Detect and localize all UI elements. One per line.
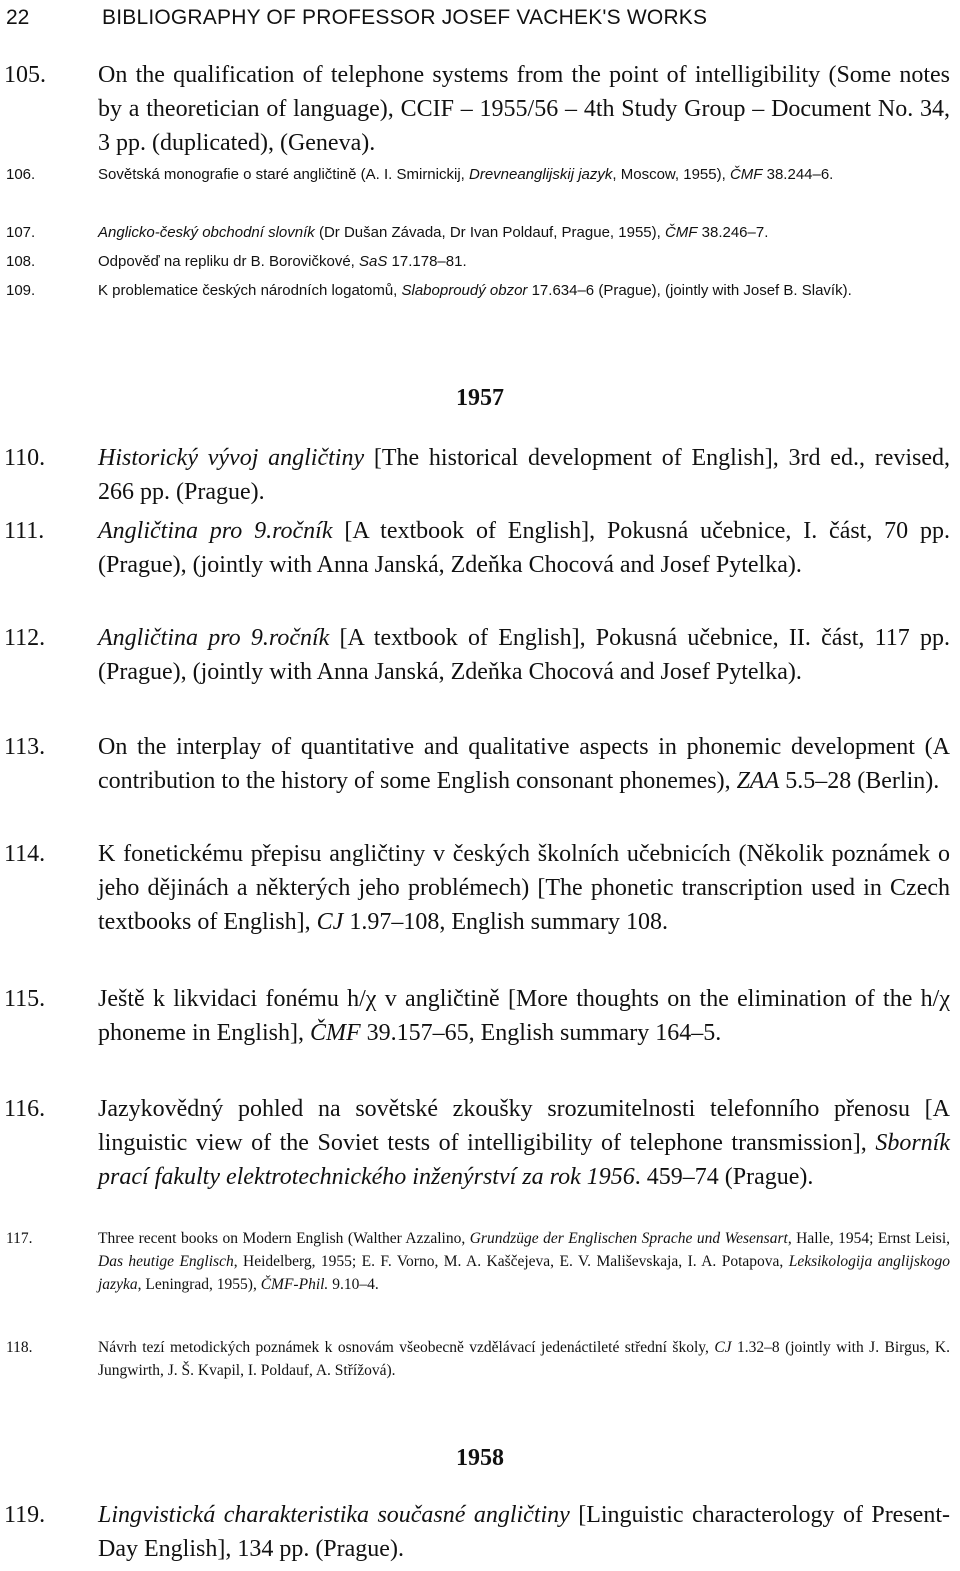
entry-text: Anglicko-český obchodní slovník (Dr Dušan Závada, Dr Ivan Poldauf, Prague, 1955), ČMF 38.246–7. [98, 224, 769, 241]
entry-number: 118. [6, 1339, 33, 1356]
entry-text: On the interplay of quantitative and qualitative aspects in phonemic development (A contribution to the history of some English consonant phonemes), ZAA 5.5–28 (Berlin). [98, 734, 950, 794]
entry-number: 114. [4, 841, 46, 867]
entry-text: Three recent books on Modern English (Walther Azzalino, Grundzüge der Englischen Sprache und Wesensart, Halle, 1954; Ernst Leisi, Das heutige Englisch, Heidelberg, 1955; E. F. Vorno, M. A. Kaščejeva, E. V. Mališevskaja, I. A. Potapova, Leksikologija anglijskogo jazyka, Leningrad, 1955), ČMF-Phil. 9.10–4. [98, 1230, 951, 1293]
entry-number: 106. [6, 166, 36, 183]
entry-number: 105. [4, 62, 46, 88]
running-head: BIBLIOGRAPHY OF PROFESSOR JOSEF VACHEK'S WORKS [102, 6, 708, 29]
entry-number: 111. [4, 518, 45, 544]
entry-number: 108. [6, 253, 36, 270]
entry-text: Návrh tezí metodických poznámek k osnovám všeobecně vzdělávací jedenáctileté střední školy, CJ 1.32–8 (jointly with J. Birgus, K. Jungwirth, J. Š. Kvapil, I. Poldauf, A. Střížová). [98, 1339, 950, 1379]
entry-text: Historický vývoj angličtiny [The historical development of English], 3rd ed., revised, 266 pp. (Prague). [98, 445, 950, 505]
entry-text: K fonetickému přepisu angličtiny v českých školních učebnicích (Několik poznámek o jeho dějinách a některých jeho problémech) [The phonetic transcription used in Czech textbooks of English], CJ 1.97–108, English summary 108. [98, 841, 950, 935]
entry-text: Lingvistická charakteristika současné angličtiny [Linguistic characterology of Present-Day English], 134 pp. (Prague). [98, 1502, 950, 1562]
entry-number: 119. [4, 1502, 46, 1528]
year-heading-1958: 1958 [456, 1445, 504, 1471]
entry-number: 117. [6, 1230, 33, 1247]
entry-text: Angličtina pro 9.ročník [A textbook of English], Pokusná učebnice, I. část, 70 pp. (Prague), (jointly with Anna Janská, Zdeňka Chocová and Josef Pytelka). [98, 518, 951, 578]
entry-text: Ještě k likvidaci fonému h/χ v angličtině [More thoughts on the elimination of the h/χ phoneme in English], ČMF 39.157–65, English summary 164–5. [98, 986, 950, 1046]
entry-number: 112. [4, 625, 46, 651]
entry-text: Sovětská monografie o staré angličtině (A. I. Smirnickij, Drevneanglijskij jazyk, Moscow, 1955), ČMF 38.244–6. [98, 166, 834, 183]
entry-number: 110. [4, 445, 46, 471]
entry-text: Jazykovědný pohled na sovětské zkoušky srozumitelnosti telefonního přenosu [A linguistic view of the Soviet tests of intelligibility of telephone transmission], Sborník prací fakulty elektrotechnického inženýrství za rok 1956. 459–74 (Prague). [98, 1096, 950, 1190]
entry-number: 116. [4, 1096, 46, 1122]
entry-text: Odpověď na repliku dr B. Borovičkové, SaS 17.178–81. [98, 253, 467, 270]
entry-text: K problematice českých národních logatomů, Slaboproudý obzor 17.634–6 (Prague), (jointly with Josef B. Slavík). [98, 282, 852, 299]
entry-number: 113. [4, 734, 46, 760]
entry-text: On the qualification of telephone systems from the point of intelligibility (Some notes by a theoretician of language), CCIF – 1955/56 – 4th Study Group – Document No. 34, 3 pp. (duplicated), (Geneva). [98, 62, 950, 156]
entry-text: Angličtina pro 9.ročník [A textbook of English], Pokusná učebnice, II. část, 117 pp. (Prague), (jointly with Anna Janská, Zdeňka Chocová and Josef Pytelka). [98, 625, 950, 685]
entry-number: 115. [4, 986, 46, 1012]
page-number: 22 [6, 6, 30, 29]
entry-number: 109. [6, 282, 36, 299]
page-header [6, 6, 946, 32]
year-heading-1957: 1957 [456, 385, 504, 411]
entry-number: 107. [6, 224, 36, 241]
